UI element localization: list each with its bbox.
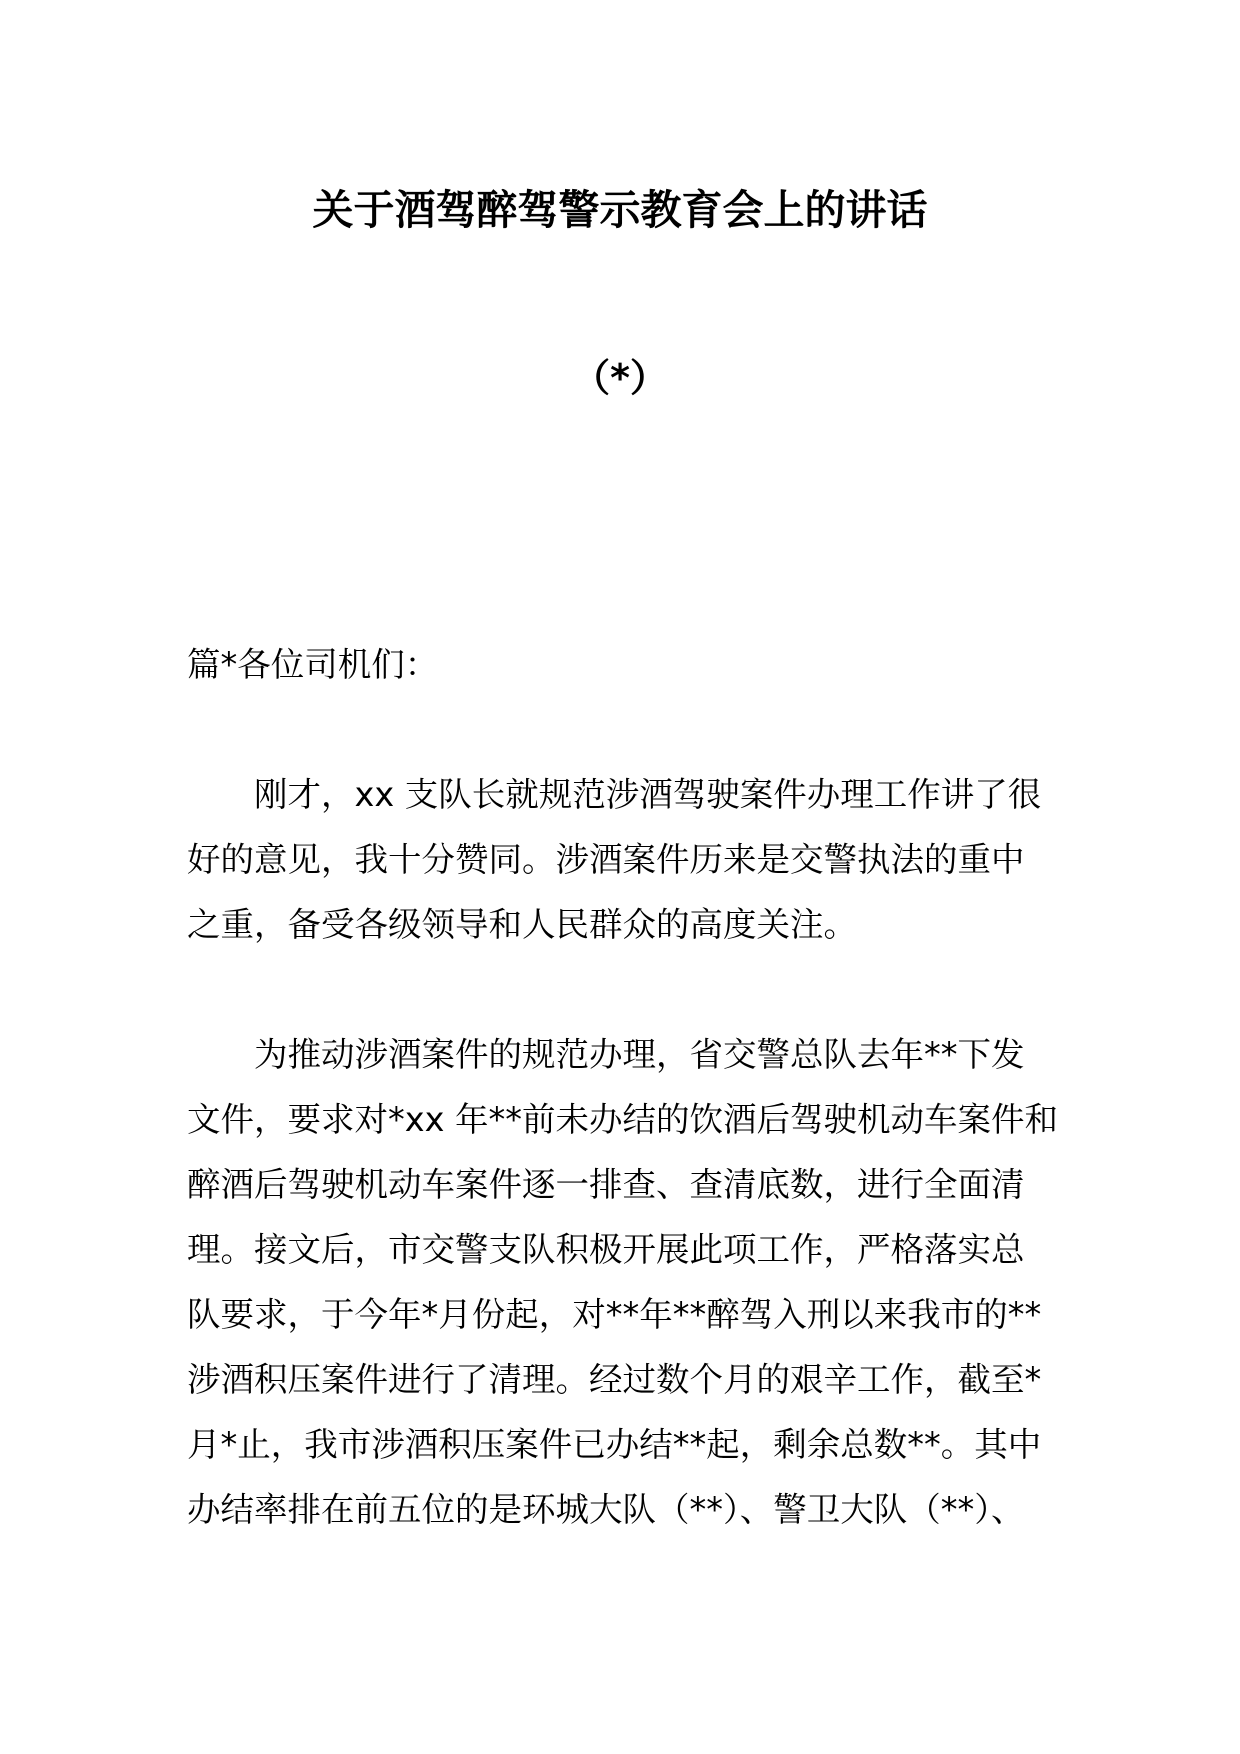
paragraph-line: 理。接文后，市交警支队积极开展此项工作，严格落实总	[187, 1230, 1025, 1269]
document-subtitle: （*）	[572, 356, 668, 400]
document-title: 关于酒驾醉驾警示教育会上的讲话	[312, 186, 928, 234]
paragraph-line: 好的意见，我十分赞同。涉酒案件历来是交警执法的重中	[187, 840, 1025, 879]
paragraph-2	[187, 1022, 1087, 1542]
paragraph-line: 醉酒后驾驶机动车案件逐一排查、查清底数，进行全面清	[187, 1165, 1025, 1204]
paragraph-line: 刚才，xx 支队长就规范涉酒驾驶案件办理工作讲了很	[187, 775, 1042, 814]
paragraph-1	[187, 762, 1087, 957]
paragraph-line: 办结率排在前五位的是环城大队（**）、警卫大队（**）、	[187, 1490, 1025, 1529]
paragraph-line: 之重，备受各级领导和人民群众的高度关注。	[187, 905, 857, 944]
greeting: 篇*各位司机们：	[187, 645, 439, 684]
paragraph-line: 队要求，于今年*月份起，对**年**醉驾入刑以来我市的**	[187, 1295, 1042, 1334]
paragraph-line: 月*止，我市涉酒积压案件已办结**起，剩余总数**。其中	[187, 1425, 1042, 1464]
document-body	[187, 632, 1087, 1542]
paragraph-line: 文件，要求对*xx 年**前未办结的饮酒后驾驶机动车案件和	[187, 1100, 1059, 1139]
paragraph-spacer	[187, 957, 1087, 1022]
paragraph-spacer	[187, 697, 1087, 762]
paragraph-line: 为推动涉酒案件的规范办理，省交警总队去年**下发	[187, 1035, 1025, 1074]
paragraph-line: 涉酒积压案件进行了清理。经过数个月的艰辛工作，截至*	[187, 1360, 1042, 1399]
